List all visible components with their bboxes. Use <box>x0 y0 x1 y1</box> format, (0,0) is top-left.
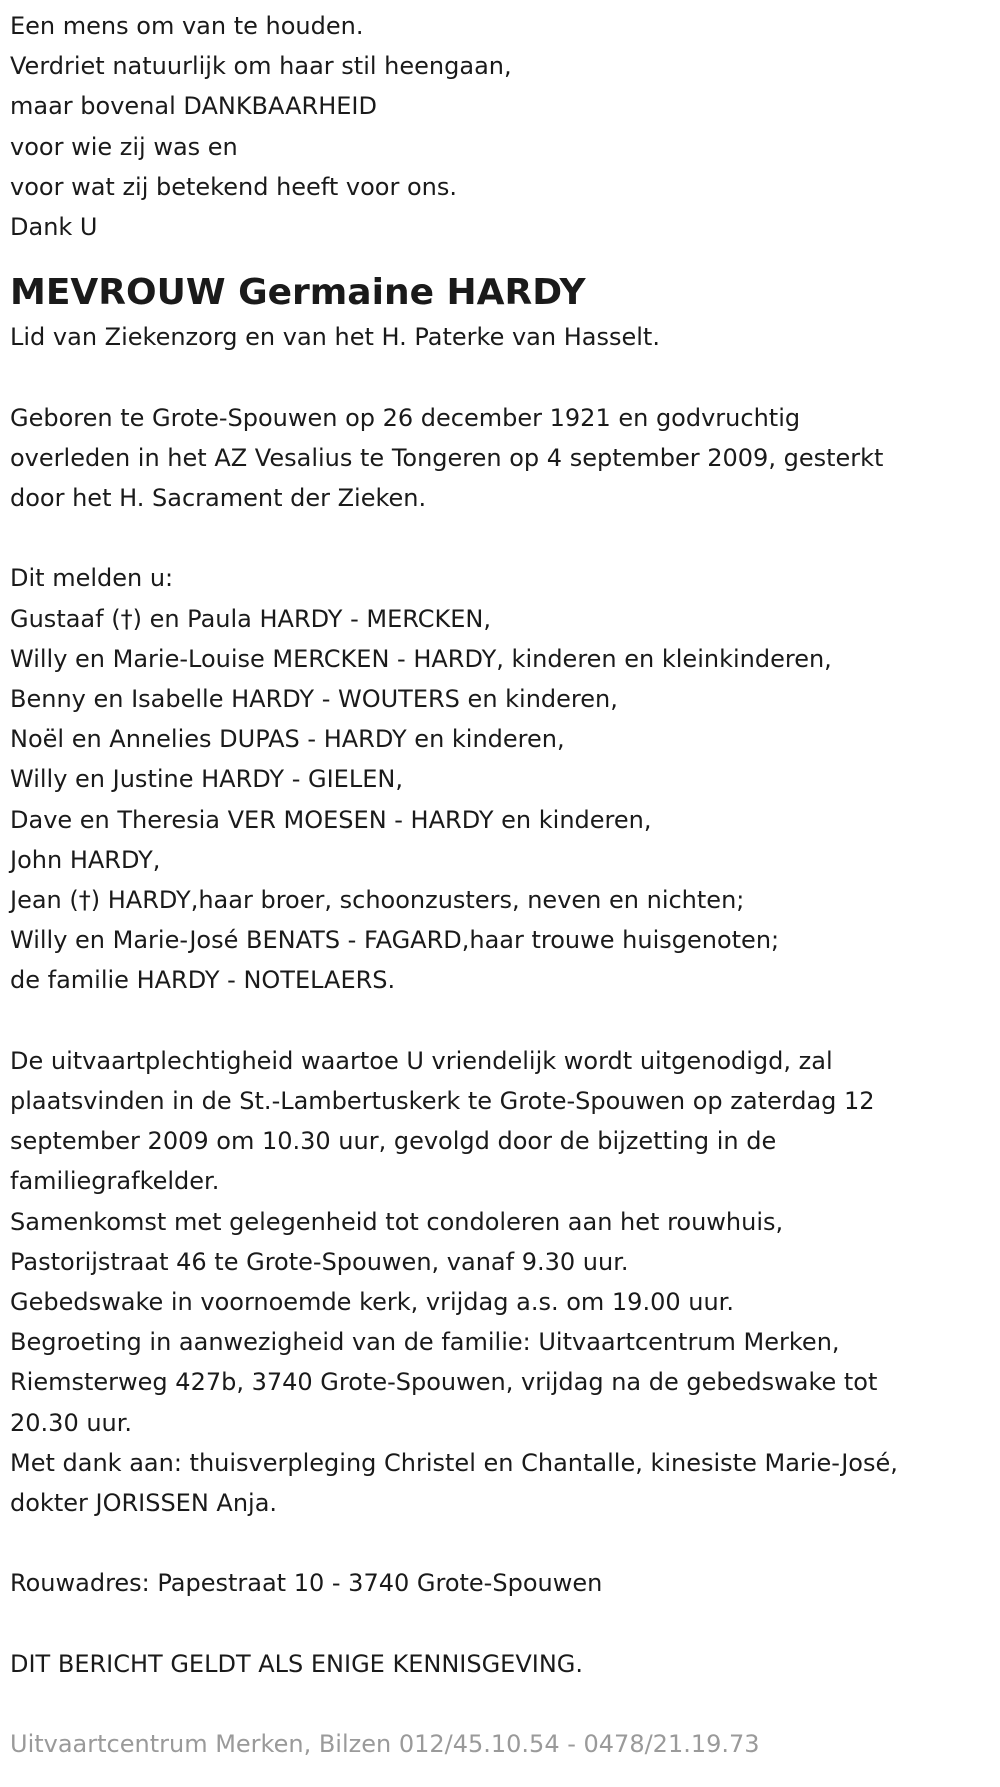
list-item: Willy en Marie-José BENATS - FAGARD,haar trouwe huisgenoten; <box>10 926 780 955</box>
subtitle: Lid van Ziekenzorg en van het H. Paterke van Hasselt. <box>10 323 660 352</box>
text-line: Pastorijstraat 46 te Grote-Spouwen, vanaf 9.30 uur. <box>10 1247 629 1276</box>
poem-line: voor wat zij betekend heeft voor ons. <box>10 172 457 201</box>
list-item: Willy en Marie-Louise MERCKEN - HARDY, kinderen en kleinkinderen, <box>10 644 832 673</box>
birth-death-paragraph <box>10 398 1000 519</box>
poem-line: Een mens om van te houden. <box>10 12 364 40</box>
poem-line: Verdriet natuurlijk om haar stil heengaan, <box>10 52 512 81</box>
list-item: Dit melden u: <box>10 564 174 593</box>
notice-text: DIT BERICHT GELDT ALS ENIGE KENNISGEVING. <box>10 1649 584 1678</box>
text-line: Riemsterweg 427b, 3740 Grote-Spouwen, vrijdag na de gebedswake tot <box>10 1368 878 1397</box>
poem-line: voor wie zij was en <box>10 132 238 161</box>
list-item: de familie HARDY - NOTELAERS. <box>10 966 396 995</box>
text-line: Geboren te Grote-Spouwen op 26 december 1921 en godvruchtig <box>10 403 801 432</box>
text-line: plaatsvinden in de St.-Lambertuskerk te Grote-Spouwen op zaterdag 12 <box>10 1087 875 1116</box>
announcers-list <box>10 558 1000 1000</box>
text-line: familiegrafkelder. <box>10 1167 220 1196</box>
poem-line: maar bovenal DANKBAARHEID <box>10 92 377 121</box>
funeral-home-footer: Uitvaartcentrum Merken, Bilzen 012/45.10.54 - 0478/21.19.73 <box>10 1730 760 1759</box>
text-line: 20.30 uur. <box>10 1408 133 1437</box>
list-item: Noël en Annelies DUPAS - HARDY en kinderen, <box>10 725 565 754</box>
list-item: Gustaaf (†) en Paula HARDY - MERCKEN, <box>10 604 491 633</box>
text-line: overleden in het AZ Vesalius te Tongeren op 4 september 2009, gesterkt <box>10 443 884 472</box>
text-line: De uitvaartplechtigheid waartoe U vriendelijk wordt uitgenodigd, zal <box>10 1046 833 1075</box>
list-item: Willy en Justine HARDY - GIELEN, <box>10 765 403 794</box>
poem <box>10 6 1000 247</box>
text-line: Samenkomst met gelegenheid tot condoleren aan het rouwhuis, <box>10 1207 784 1236</box>
text-line: Gebedswake in voornoemde kerk, vrijdag a.s. om 19.00 uur. <box>10 1288 734 1317</box>
text-line: dokter JORISSEN Anja. <box>10 1489 278 1518</box>
text-line: Met dank aan: thuisverpleging Christel en Chantalle, kinesiste Marie-José, <box>10 1448 898 1477</box>
ceremony-paragraph <box>10 1041 1000 1523</box>
list-item: Dave en Theresia VER MOESEN - HARDY en kinderen, <box>10 805 652 834</box>
text-line: september 2009 om 10.30 uur, gevolgd door de bijzetting in de <box>10 1127 777 1156</box>
list-item: John HARDY, <box>10 845 161 874</box>
poem-line: Dank U <box>10 213 98 242</box>
list-item: Jean (†) HARDY,haar broer, schoonzusters, neven en nichten; <box>10 886 745 915</box>
mourning-address: Rouwadres: Papestraat 10 - 3740 Grote-Spouwen <box>10 1569 603 1598</box>
list-item: Benny en Isabelle HARDY - WOUTERS en kinderen, <box>10 685 618 714</box>
text-line: Begroeting in aanwezigheid van de familie: Uitvaartcentrum Merken, <box>10 1328 840 1357</box>
deceased-name-title: MEVROUW Germaine HARDY <box>10 272 586 314</box>
text-line: door het H. Sacrament der Zieken. <box>10 484 427 513</box>
